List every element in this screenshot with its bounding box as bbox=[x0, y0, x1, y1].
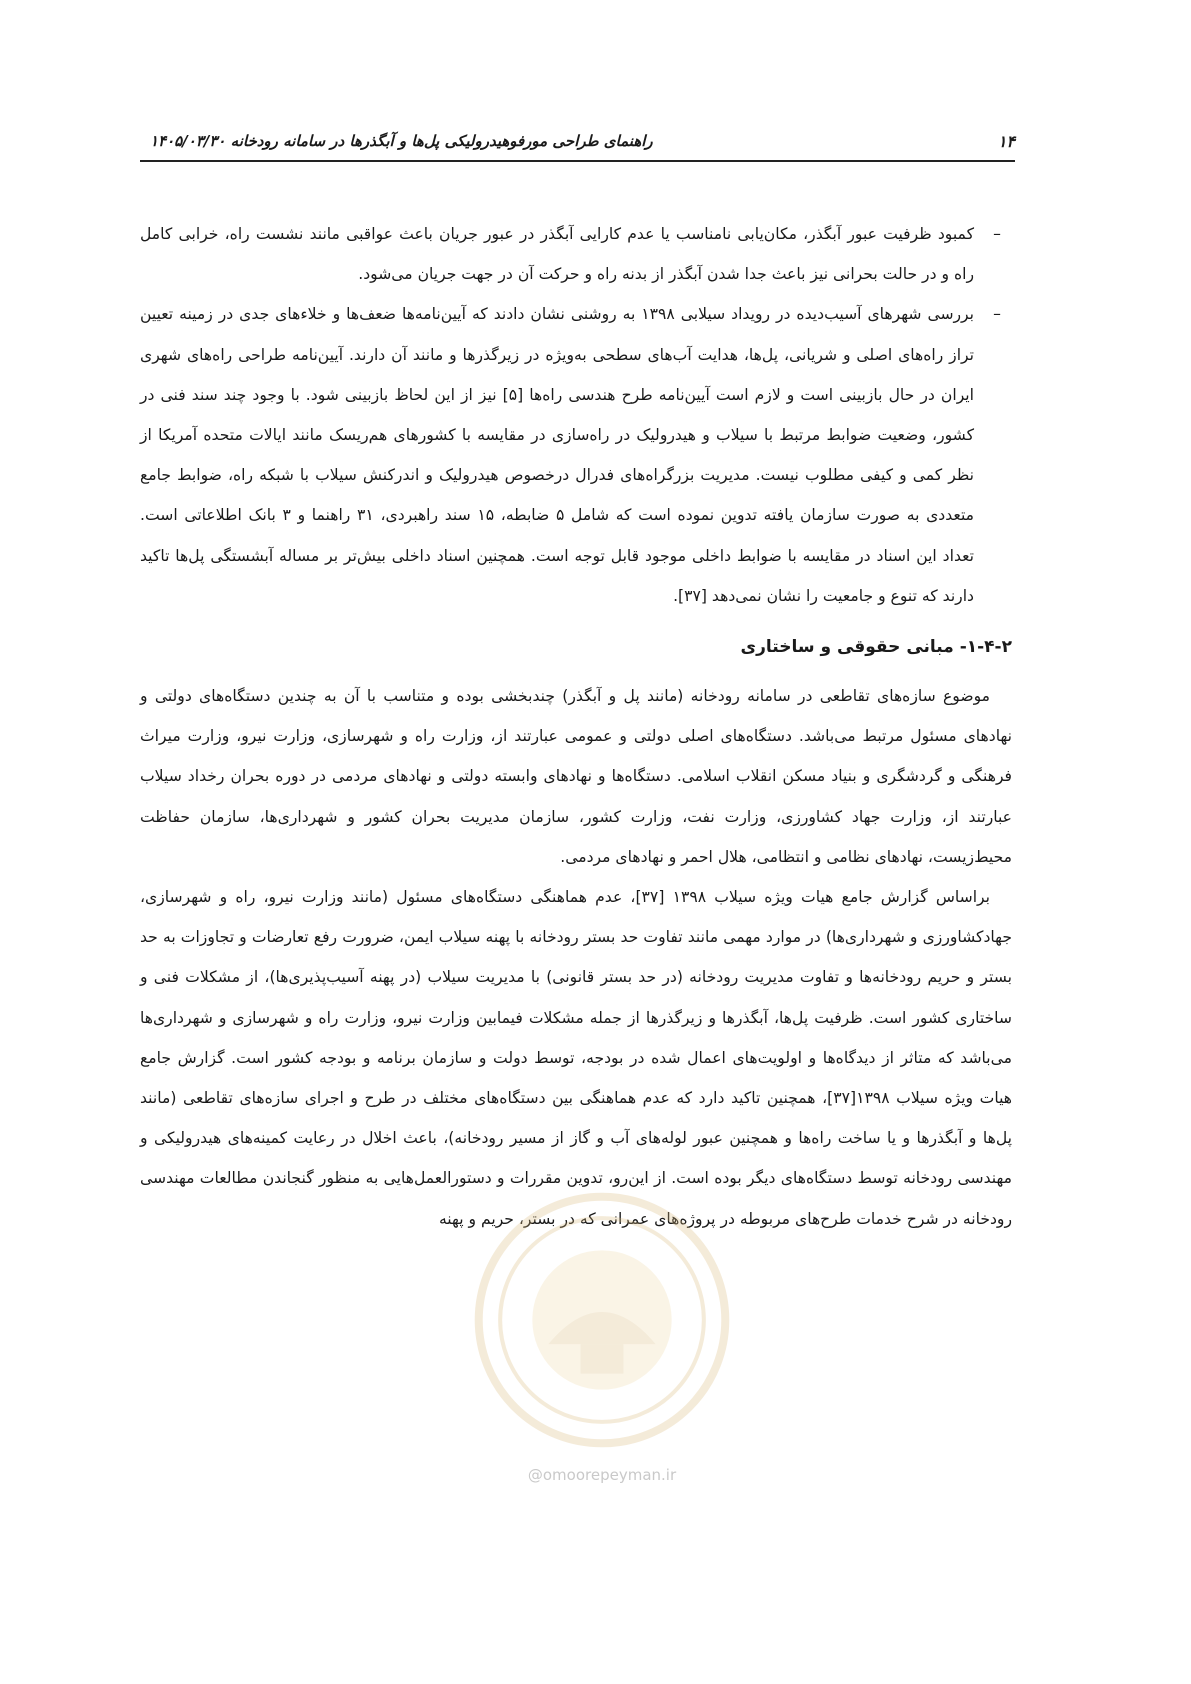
header-date: ۱۴۰۵/۰۳/۳۰ bbox=[150, 132, 226, 150]
bullet-dash: – bbox=[993, 305, 1001, 324]
paragraph: براساس گزارش جامع هیات ویژه سیلاب ۱۳۹۸ [۳۷]، عدم هماهنگی دستگاه‌های مسئول (مانند وزارت نیرو، راه و شهرسازی، جهادکشاورزی و شهرداری‌ها) در موارد مهمی مانند تفاوت حد بستر رودخانه با پهنه سیلاب ایمن، ضرورت رفع تعارضات و تجاوزات به حد بستر و حریم رودخانه‌ها و تفاوت مدیریت رودخانه (در حد بستر قانونی) با مدیریت سیلاب (در پهنه آسیب‌پذیری‌ها)، از مشکلات فنی و ساختاری کشور است. ظرفیت پل‌ها، آبگذرها و زیرگذرها از جمله مشکلات فیمابین وزارت نیرو، وزارت راه و شهرسازی و شهرداری‌ها می‌باشد که متاثر از دیدگاه‌ها و اولویت‌های اعمال شده در بودجه، توسط دولت و سازمان برنامه و بودجه کشور است. گزارش جامع هیات ویژه سیلاب ۱۳۹۸[۳۷]، همچنین تاکید دارد که عدم هماهنگی بین دستگاه‌های مختلف در طرح و اجرای سازه‌های تقاطعی (مانند پل‌ها و آبگذرها و یا ساخت راه‌ها و همچنین عبور لوله‌های آب و گاز از مسیر رودخانه)، باعث اخلال در رعایت کمینه‌های هیدرولیکی و مهندسی رودخانه توسط دستگاه‌های دیگر بوده است. از این‌رو، تدوین مقررات و دستورالعمل‌هایی به منظور گنجاندن مطالعات مهندسی رودخانه در شرح خدمات طرح‌های مربوطه در پروژه‌های عمرانی که در بستر، حریم و پهنه bbox=[140, 888, 1013, 1228]
page-number: ۱۴ bbox=[997, 132, 1015, 151]
body-content bbox=[140, 214, 1012, 1239]
watermark-url: @omoorepeyman.ir bbox=[527, 1466, 677, 1484]
bullet-item bbox=[140, 214, 1012, 294]
bullet-text: کمبود ظرفیت عبور آبگذر، مکان‌یابی نامناسب یا عدم کارایی آبگذر در عبور جریان باعث عواقبی مانند نشست راه، خرابی کامل راه و در حالت بحرانی نیز باعث جدا شدن آبگذر از بدنه راه و حرکت آن در جهت جریان می‌شود. bbox=[140, 225, 974, 284]
running-header bbox=[140, 128, 1015, 158]
paragraph: موضوع سازه‌های تقاطعی در سامانه رودخانه (مانند پل و آبگذر) چندبخشی بوده و متناسب با آن به چندین دستگاه‌های دولتی و نهادهای مسئول مرتبط می‌باشد. دستگاه‌های اصلی دولتی و عمومی عبارتند از، وزارت راه و شهرسازی، وزارت نیرو، وزارت میراث فرهنگی و گردشگری و بنیاد مسکن انقلاب اسلامی. دستگاه‌ها و نهادهای وابسته دولتی و نهادهای مردمی در دوره بحران رخداد سیلاب عبارتند از، وزارت جهاد کشاورزی، وزارت نفت، وزارت کشور، سازمان مدیریت بحران کشور و شهرداری‌ها، سازمان حفاظت محیط‌زیست، نهادهای نظامی و انتظامی، هلال احمر و نهادهای مردمی. bbox=[140, 687, 1012, 866]
bullet-dash: – bbox=[993, 225, 1001, 243]
header-title-block bbox=[140, 132, 653, 150]
bullet-item bbox=[140, 294, 1012, 616]
header-rule bbox=[140, 160, 1015, 162]
bullet-text: بررسی شهرهای آسیب‌دیده در رویداد سیلابی ۱۳۹۸ به روشنی نشان دادند که آیین‌نامه‌ها ضعف‌ها و خلاءهای جدی در زمینه تعیین تراز راه‌های اصلی و شریانی، پل‌ها، هدایت آب‌های سطحی به‌ویژه در زیرگذرها و مانند آن دارند. آیین‌نامه طراحی راه‌های شهری ایران در حال بازبینی است و لازم است آیین‌نامه طرح هندسی راه‌ها [۵] نیز از این لحاظ بازبینی شود. با وجود چند سند فنی در کشور، وضعیت ضوابط مرتبط با سیلاب و هیدرولیک در راه‌سازی در مقایسه با کشورهای هم‌ریسک مانند ایالات متحده آمریکا از نظر کمی و کیفی مطلوب نیست. مدیریت بزرگراه‌های فدرال درخصوص هیدرولیک و اندرکنش سیلاب با شبکه راه، ضوابط جامع متعددی به صورت سازمان یافته تدوین نموده است که شامل ۵ ضابطه، ۱۵ سند راهبردی، ۳۱ راهنما و ۳ بانک اطلاعاتی است. تعداد این اسناد در مقایسه با ضوابط داخلی موجود قابل توجه است. همچنین اسناد داخلی بیش‌تر بر مساله آبشستگی پل‌ها تاکید دارند که تنوع و جامعیت را نشان نمی‌دهد [۳۷]. bbox=[140, 305, 974, 605]
section-heading: ۱-۴-۲- مبانی حقوقی و ساختاری bbox=[740, 637, 1012, 658]
bullet-list bbox=[140, 214, 1012, 616]
header-title: راهنمای طراحی مورفوهیدرولیکی پل‌ها و آبگذرها در سامانه رودخانه bbox=[230, 132, 653, 150]
